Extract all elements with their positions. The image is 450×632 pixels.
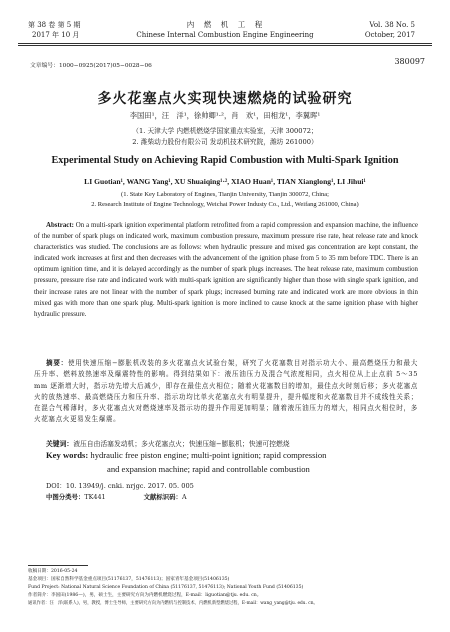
doc-code-value: A: [181, 493, 187, 501]
keywords-en: [46, 450, 326, 460]
authors-cn: 李国田¹，汪 洋¹，徐帅卿¹·²，肖 欢¹，田相龙¹，李翼晖¹: [129, 111, 321, 120]
footnote-fund-en: Fund Project: National Natural Science Foundation of China (51176137, 51476113); National Youth Fund (51406135): [28, 585, 304, 590]
journal-volume-issue: 第 38 卷 第 5 期: [28, 21, 81, 29]
keywords-cn-label: 关键词：: [46, 440, 74, 448]
keywords-cn: [46, 438, 290, 448]
doc-code-label: 文献标识码：: [143, 493, 182, 501]
journal-date-en: October, 2017: [364, 31, 415, 39]
keywords-cn-text: 液压自由活塞发动机；多火花塞点火；快速压缩−膨胀机；快速可控燃烧: [73, 440, 290, 448]
abstract-en-label: Abstract:: [46, 222, 74, 229]
classification: [46, 492, 187, 501]
footnote-author-bio: 作者简介：李国田(1986—)，男，硕士生，主要研究方向为内燃机燃烧过程，E-mail：liguotian@tju. edu. cn。: [28, 593, 262, 598]
abstract-cn-label: 摘要：: [46, 359, 68, 367]
page-title-en: Experimental Study on Achieving Rapid Combustion with Multi-Spark Ignition: [51, 155, 399, 166]
journal-name-cn: 内 燃 机 工 程: [186, 20, 264, 29]
journal-volume-en: Vol. 38 No. 5: [369, 21, 415, 29]
footnote-corresponding: 通讯作者：汪 洋(联系人)，男，教授，博士生导师，主要研究方向为内燃机与控制技术、内燃机新型燃烧过程，E-mail：wang_yang@tju. edu. cn。: [28, 601, 318, 606]
abstract-en-text: On a multi-spark ignition experimental platform retrofitted from a rapid compression and expansion machine, the influence of the number of spark plugs on indicated work, maximum combustion pressure, maximum pressure rise rate, heat release rate and knock characteristics was studied. The conclusions are as follows: when hydraulic pressure and mixed gas concentration are kept constant, the indicated work increases at first and then decreases with the advancement of the ignition phase from 5 to 35 mm before TDC. There is an optimum ignition time, and it is delayed accordingly as the number of spark plugs increases. The heat release rate, maximum combustion pressure, pressure rise rate and indicated work with multi-spark ignition are significantly higher than those with single spark ignition, and their increase rates are not linear with the number of spark plugs; increased burning rate and indicated work are more obvious in thin mixed gas with more than one spark plug. Multi-spark ignition is more inclined to cause knock at the same ignition phase with higher hydraulic pressure.: [34, 222, 418, 318]
footnote-received: 收稿日期：2016-05-24: [28, 569, 78, 574]
footnote-fund-cn: 基金项目：国家自然科学基金重点项目(51176137，51476113)；国家青年基金项目(51406135): [28, 577, 230, 582]
affiliation-cn-1: （1. 天津大学 内燃机燃烧学国家重点实验室，天津 300072；: [132, 127, 318, 135]
journal-date: 2017 年 10 月: [32, 31, 80, 39]
keywords-en-line2: and expansion machine; rapid and controllable combustion: [107, 464, 310, 474]
affiliation-cn-2: 2. 潍柴动力股份有限公司 发动机技术研究院，潍坊 261000）: [132, 138, 318, 146]
abstract-cn: [34, 358, 418, 426]
doi: DOI：10. 13949/j. cnki. nrjgc. 2017. 05. 005: [46, 482, 194, 490]
footnote-rule: [28, 565, 88, 566]
abstract-cn-text: 使用快速压缩−膨胀机改装的多火花塞点火试验台架，研究了火花塞数目对指示功大小、最高燃烧压力和最大压升率、燃料放热速率及爆震特性的影响。得到结果如下：液压油压力及混合气浓度相同，点火相位从上止点前 5～35 mm 逐渐增大时，指示功先增大后减少，即存在最佳点火相位；随着火花塞数目的增加，最佳点火时刻后移；多火花塞点火的放热速率、最高燃烧压力和压升率、指示功均比单火花塞点火有明显提升，提升幅度和火花塞数目并不成线性关系；在混合气稀薄时，多火花塞点火对燃烧速率及指示功的提升作用更加明显；随着液压油压力的增大，相同点火相位时，多火花塞点火更易发生爆震。: [34, 359, 418, 424]
keywords-en-line1: hydraulic free piston engine; multi-point ignition; rapid compression: [90, 450, 327, 460]
affiliation-en-2: 2. Research Institute of Engine Technology, Weichai Power Industy Co., Ltd., Weifang 261000, China): [91, 201, 359, 208]
article-id: 文章编号：1000−0925(2017)05−0028−06: [30, 63, 152, 69]
authors-en: LI Guotian¹, WANG Yang¹, XU Shuaiqing¹·², XIAO Huan¹, TIAN Xianglong¹, LI Jihui¹: [84, 177, 366, 186]
abstract-en: [34, 220, 418, 320]
article-number: 380097: [394, 57, 425, 66]
clc-label: 中图分类号：: [46, 493, 85, 501]
keywords-en-label: Key words:: [46, 450, 89, 460]
header-rule-thin: [18, 45, 432, 46]
journal-name-en: Chinese Internal Combustion Engine Engineering: [136, 31, 314, 39]
affiliation-en-1: (1. State Key Laboratory of Engines, Tianjin University, Tianjin 300072, China;: [121, 191, 329, 198]
header-rule: [18, 43, 432, 44]
page-title-cn: 多火花塞点火实现快速燃烧的试验研究: [97, 91, 353, 107]
clc-value: TK441: [84, 493, 106, 501]
